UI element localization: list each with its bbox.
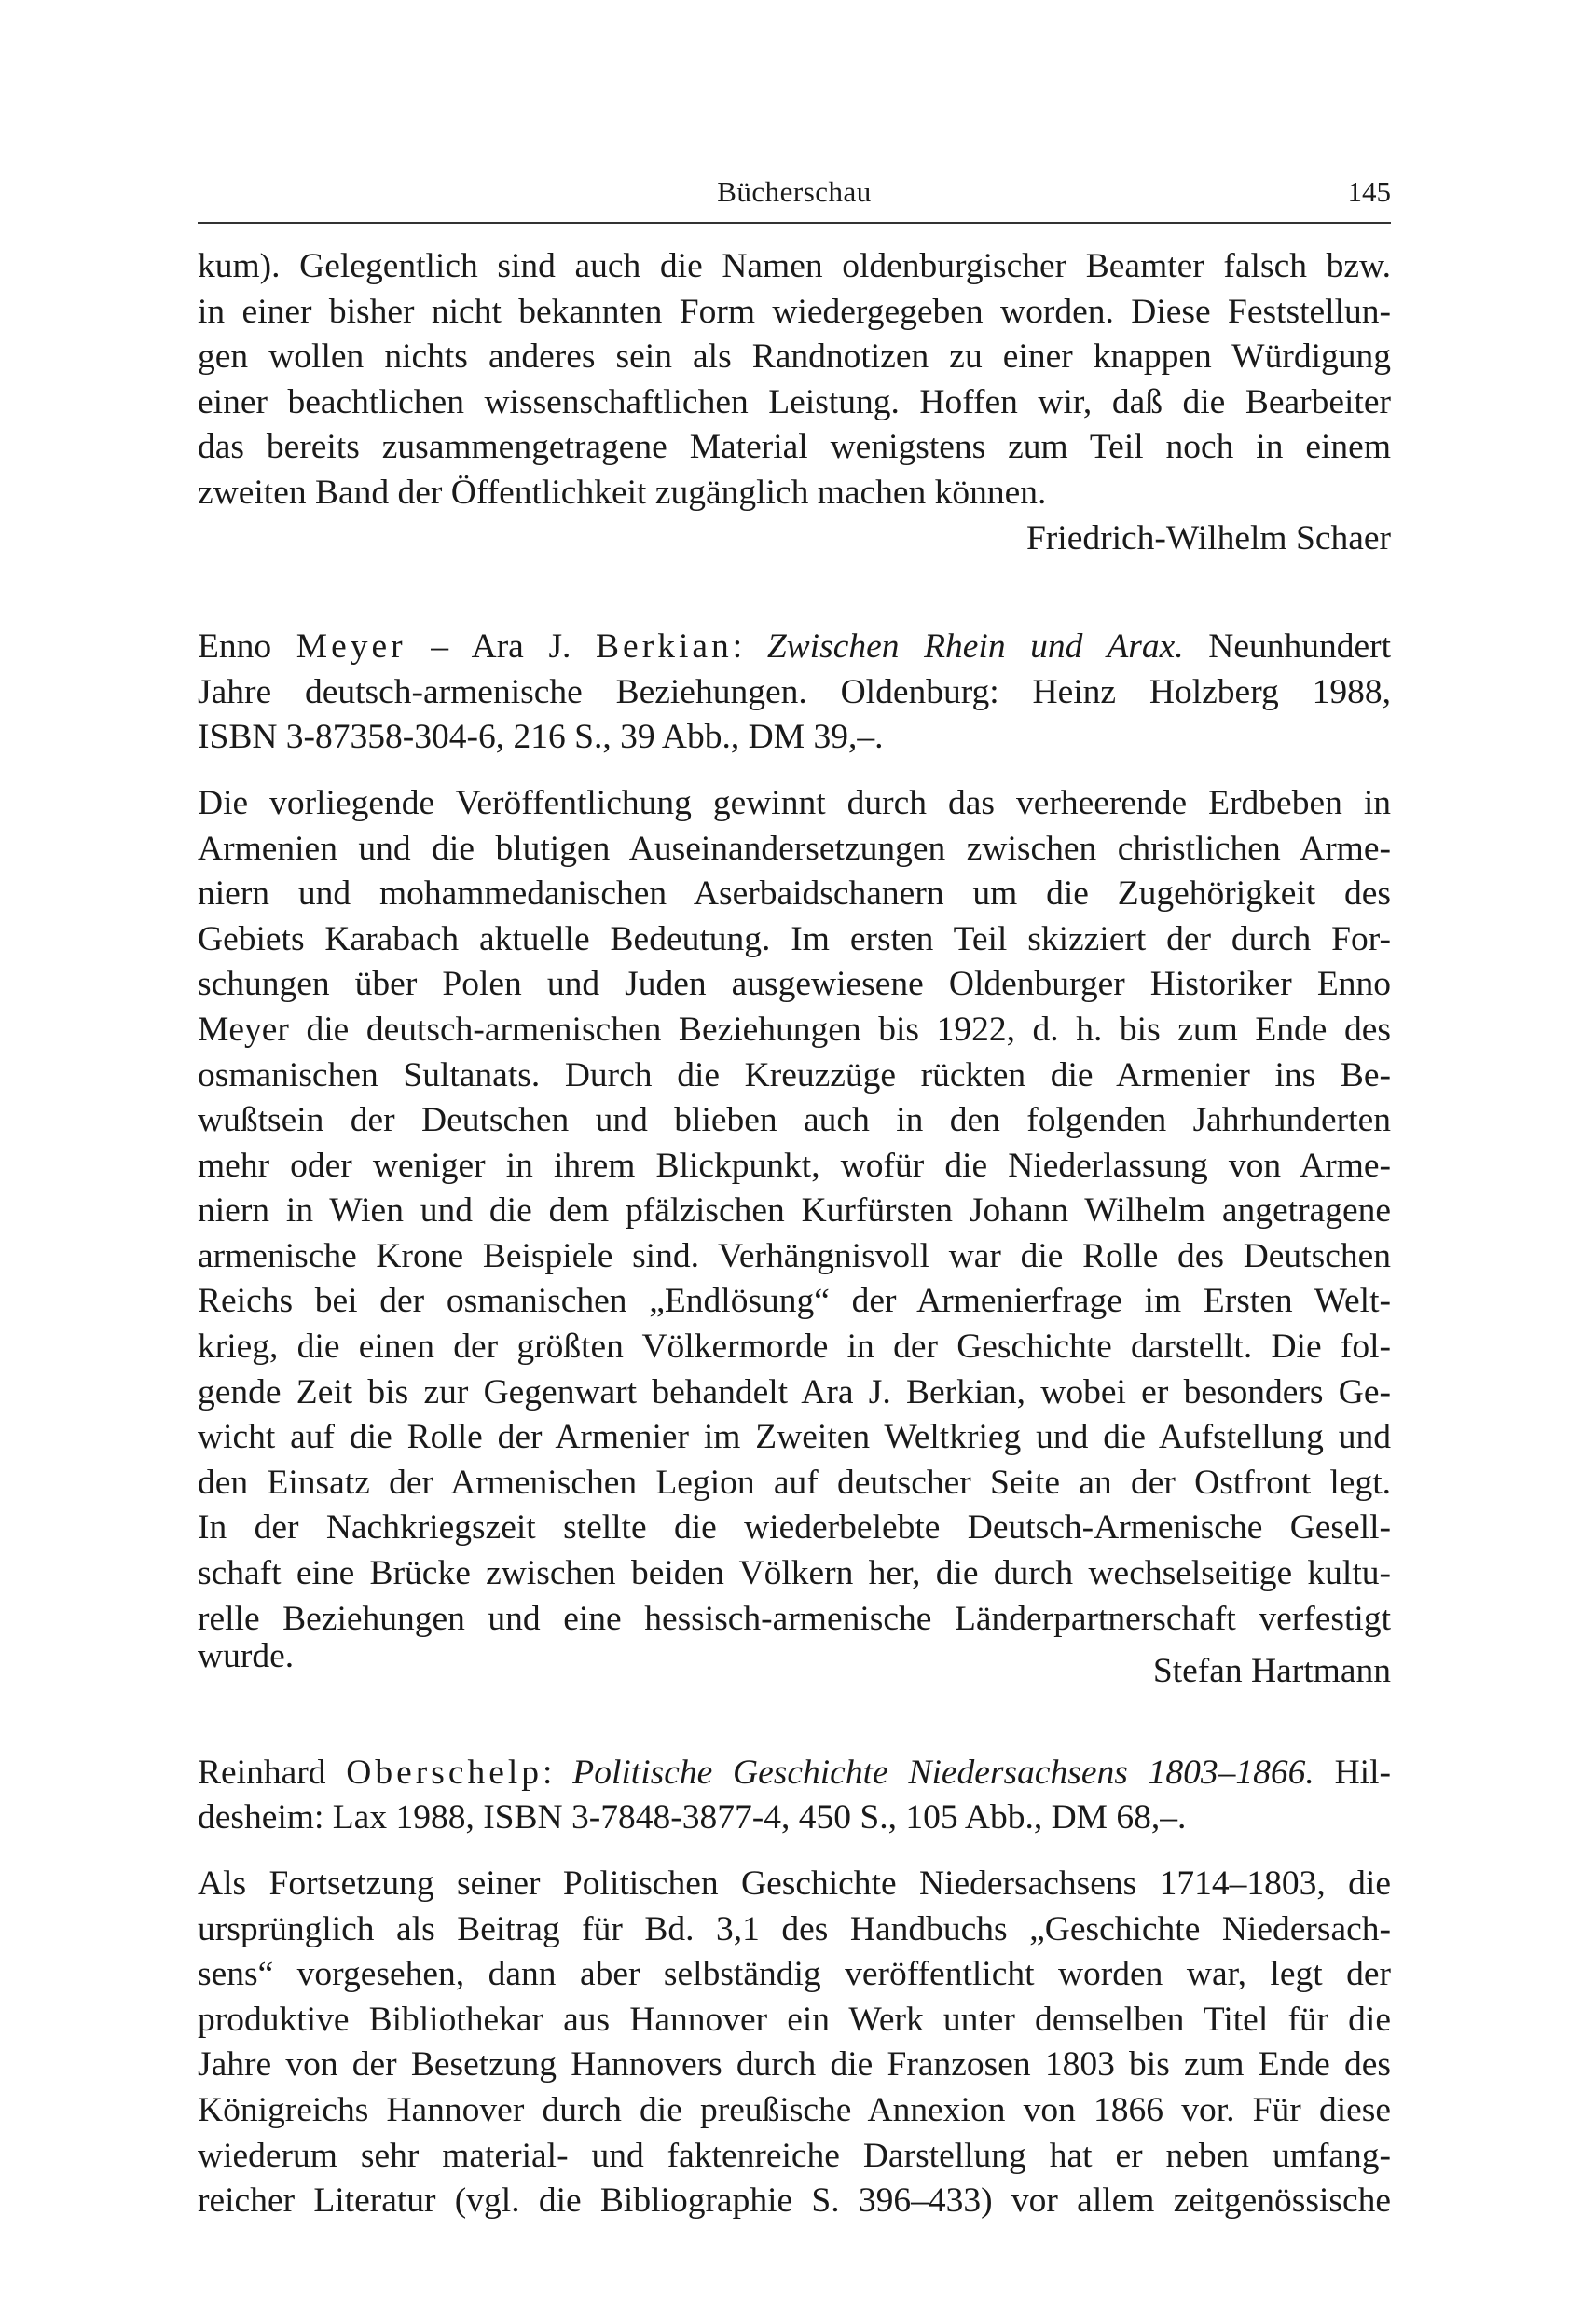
text-line: relle Beziehungen und eine hessisch-armenische Länderpartnerschaft verfestigt (198, 1599, 1391, 1638)
text-line: niern in Wien und die dem pfälzischen Kurfürsten Johann Wilhelm angetragene (198, 1191, 1391, 1231)
text-line: Meyer die deutsch-armenischen Beziehungen bis 1922, d. h. bis zum Ende des (198, 1010, 1391, 1049)
text-line: in einer bisher nicht bekannten Form wiedergegeben worden. Diese Feststellun- (198, 292, 1391, 331)
text-line: krieg, die einen der größten Völkermorde in der Geschichte darstellt. Die fol- (198, 1328, 1391, 1367)
citation-line: Jahre deutsch-armenische Beziehungen. Oldenburg: Heinz Holzberg 1988, (198, 672, 1391, 711)
citation-subtitle-start: Hil- (1334, 1753, 1392, 1792)
citation-subtitle-start: Neunhundert (1208, 627, 1392, 667)
text-line: zweiten Band der Öffentlichkeit zugänglich machen können. (198, 473, 1047, 512)
reviewer-signature: Stefan Hartmann (1152, 1652, 1391, 1691)
text-line: Königreichs Hannover durch die preußische Annexion von 1866 vor. Für diese (198, 2090, 1391, 2129)
citation-line (198, 625, 1391, 670)
running-title: Bücherschau (717, 175, 872, 208)
author-first-name: Enno (198, 627, 272, 667)
text-line: wicht auf die Rolle der Armenier im Zweiten Weltkrieg und die Aufstellung und (198, 1418, 1391, 1457)
author-surname: Meyer (296, 627, 406, 667)
text-line: wiederum sehr material- und faktenreiche Darstellung hat er neben umfang- (198, 2136, 1391, 2175)
author-surname: Oberschelp (346, 1753, 543, 1792)
text-line: produktive Bibliothekar aus Hannover ein Werk unter demselben Titel für die (198, 2000, 1391, 2039)
text-line: den Einsatz der Armenischen Legion auf deutscher Seite an der Ostfront legt. (198, 1463, 1391, 1502)
citation-line (198, 1751, 1391, 1796)
continuation-paragraph (198, 244, 1391, 516)
text-line: sens“ vorgesehen, dann aber selbständig veröffentlicht worden war, legt der (198, 1955, 1391, 1994)
citation-colon: : (732, 627, 743, 667)
review-body (198, 781, 1391, 1691)
citation-line: desheim: Lax 1988, ISBN 3-7848-3877-4, 450 S., 105 Abb., DM 68,–. (198, 1798, 1187, 1837)
text-line: Die vorliegende Veröffentlichung gewinnt durch das verheerende Erdbeben in (198, 783, 1391, 822)
text-line: mehr oder weniger in ihrem Blickpunkt, wofür die Niederlassung von Arme- (198, 1146, 1391, 1185)
text-line: Jahre von der Besetzung Hannovers durch die Franzosen 1803 bis zum Ende des (198, 2045, 1391, 2085)
citation-line: ISBN 3-87358-304-6, 216 S., 39 Abb., DM 39,–. (198, 718, 884, 757)
reviewer-signature: Friedrich-Wilhelm Schaer (1025, 518, 1391, 557)
text-line: Armenien und die blutigen Auseinandersetzungen zwischen christlichen Arme- (198, 829, 1391, 868)
text-line: In der Nachkriegszeit stellte die wiederbelebte Deutsch-Armenische Gesell- (198, 1508, 1391, 1548)
closing-line (198, 1637, 1391, 1691)
text-line: ursprünglich als Beitrag für Bd. 3,1 des Handbuchs „Geschichte Niedersach- (198, 1909, 1391, 1948)
author-first-name: Reinhard (198, 1753, 326, 1792)
text-line: gende Zeit bis zur Gegenwart behandelt Ara J. Berkian, wobei er besonders Ge- (198, 1372, 1391, 1411)
review-citation (198, 1751, 1391, 1841)
text-line: schaft eine Brücke zwischen beiden Völkern her, die durch wechselseitige kultu- (198, 1554, 1391, 1593)
text-line: armenische Krone Beispiele sind. Verhängnisvoll war die Rolle des Deutschen (198, 1236, 1391, 1275)
author-separator: – (431, 627, 449, 667)
text-line: das bereits zusammengetragene Material wenigstens zum Teil noch in einem (198, 428, 1391, 467)
text-line: reicher Literatur (vgl. die Bibliographie S. 396–433) vor allem zeitgenössische (198, 2181, 1391, 2221)
author-first-name: Ara J. (471, 627, 571, 667)
text-line: einer beachtlichen wissenschaftlichen Leistung. Hoffen wir, daß die Bearbeiter (198, 382, 1391, 421)
text-line: wußtsein der Deutschen und blieben auch in den folgenden Jahrhunderten (198, 1101, 1391, 1140)
text-line: kum). Gelegentlich sind auch die Namen oldenburgischer Beamter falsch bzw. (198, 247, 1391, 285)
running-header (198, 168, 1391, 224)
text-line: niern und mohammedanischen Aserbaidschanern um die Zugehörigkeit des (198, 874, 1391, 914)
text-line: Gebiets Karabach aktuelle Bedeutung. Im ersten Teil skizziert der durch For- (198, 919, 1391, 958)
page-body (198, 244, 1391, 2224)
citation-colon: : (543, 1753, 553, 1792)
text-line: osmanischen Sultanats. Durch die Kreuzzüge rückten die Armenier ins Be- (198, 1055, 1391, 1094)
review-citation (198, 625, 1391, 761)
book-title: Zwischen Rhein und Arax. (766, 627, 1184, 667)
author-surname: Berkian (596, 627, 733, 667)
text-line: Reichs bei der osmanischen „Endlösung“ der Armenierfrage im Ersten Welt- (198, 1282, 1391, 1321)
text-line: gen wollen nichts anderes sein als Randnotizen zu einer knappen Würdigung (198, 337, 1391, 377)
review-body (198, 1862, 1391, 2224)
text-line: schungen über Polen und Juden ausgewiesene Oldenburger Historiker Enno (198, 965, 1391, 1004)
text-line: wurde. (198, 1637, 295, 1676)
text-line: Als Fortsetzung seiner Politischen Geschichte Niedersachsens 1714–1803, die (198, 1865, 1391, 1903)
page-number: 145 (1347, 175, 1391, 208)
book-title: Politische Geschichte Niedersachsens 1803–1866. (572, 1753, 1314, 1792)
